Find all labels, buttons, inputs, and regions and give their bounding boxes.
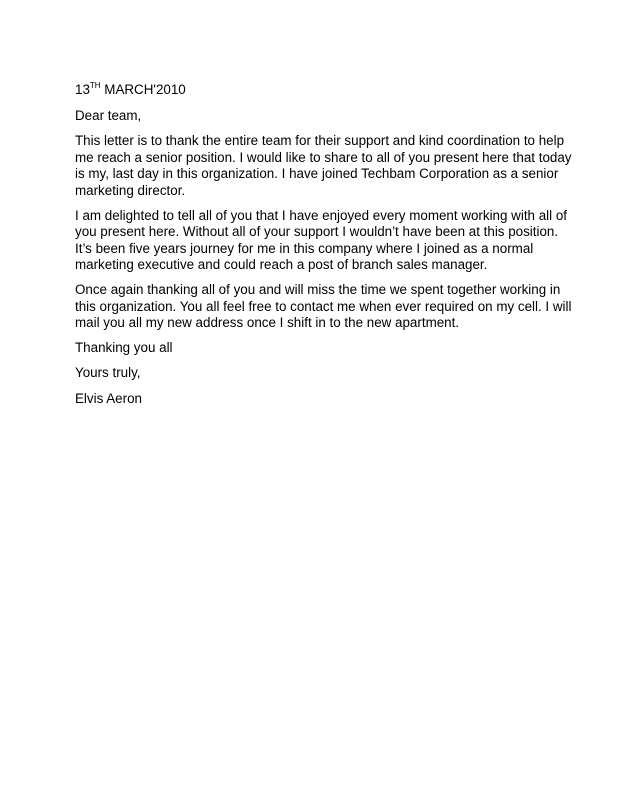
paragraph-enjoyed-working: I am delighted to tell all of you that I have enjoyed every moment working with all of you present here. Without all of your support I wouldn’t have been at this position. It’s been five years journey for me in this company where I joined as a normal marketing executive and could reach a post of branch sales manager. [75, 207, 567, 273]
letter-page [75, 82, 575, 416]
thanks-line: Thanking you all [75, 339, 173, 355]
date-month-year: MARCH'2010 [100, 82, 186, 97]
salutation: Dear team, [75, 107, 142, 123]
signature-name: Elvis Aeron [75, 390, 142, 406]
date-day: 13 [75, 82, 90, 97]
paragraph-thanks-team: This letter is to thank the entire team for their support and kind coordination to help me reach a senior position. I would like to share to all of you present here that today is my, last day in this organization. I have joined Techbam Corporation as a senior marketing director. [75, 133, 572, 198]
letter-date [75, 82, 575, 99]
closing-line: Yours truly, [75, 365, 141, 381]
paragraph-farewell: Once again thanking all of you and will miss the time we spent together working in this organization. You all feel free to contact me when ever required on my cell. I will mail you all my new address once I shift in to the new apartment. [75, 281, 572, 331]
date-suffix: TH [89, 80, 101, 90]
